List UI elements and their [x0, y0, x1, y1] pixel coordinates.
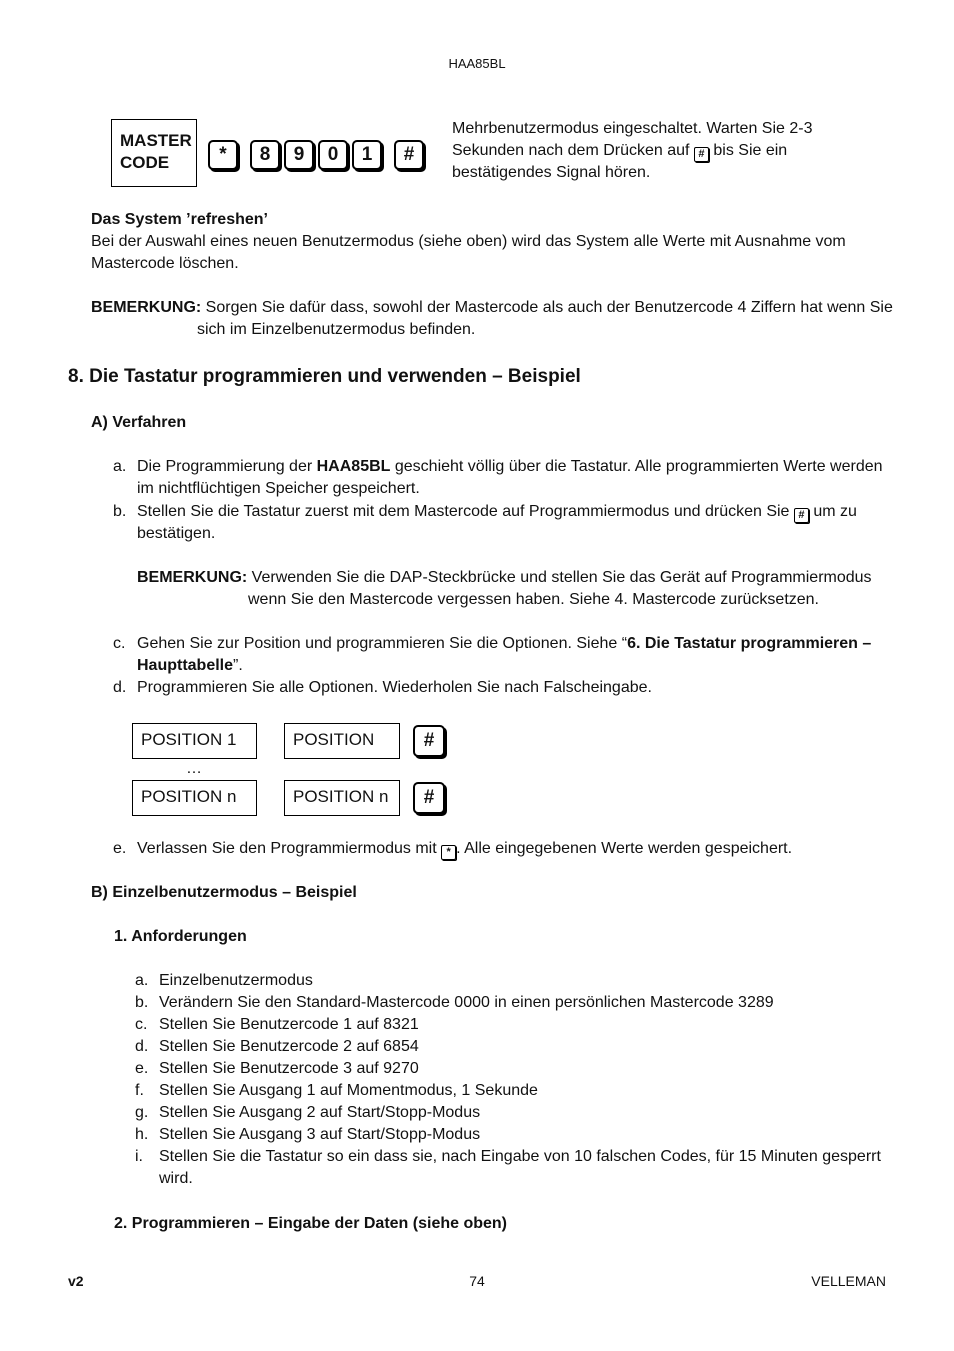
list-item-a: a. Die Programmierung der HAA85BL geschieht völlig über die Tastatur. Alle programmierten Werte werden im nichtflüchtigen Speicher gespeichert.	[113, 458, 883, 497]
note-1-line2: sich im Einzelbenutzermodus befinden.	[197, 321, 476, 338]
key-9-icon: 9	[284, 140, 314, 170]
note-2: BEMERKUNG: Verwenden Sie die DAP-Steckbrücke und stellen Sie das Gerät auf Programmiermodus	[137, 569, 872, 586]
note-1	[91, 297, 901, 319]
requirements-title: 1. Anforderungen	[114, 928, 247, 945]
star-key-icon: *	[441, 845, 456, 860]
footer-page-number: 74	[469, 1273, 485, 1289]
note-2-line2: wenn Sie den Mastercode vergessen haben. Siehe 4. Mastercode zurücksetzen.	[248, 591, 819, 608]
list-item-d: d. Programmieren Sie alle Optionen. Wiederholen Sie nach Falscheingabe.	[113, 679, 652, 696]
list-item-e: e. Verlassen Sie den Programmiermodus mit * . Alle eingegebenen Werte werden gespeichert.	[113, 840, 793, 858]
list-item: h. Stellen Sie Ausgang 3 auf Start/Stopp-Modus	[135, 1126, 481, 1143]
section-8-title: 8. Die Tastatur programmieren und verwenden – Beispiel	[68, 366, 581, 387]
list-item: i. Stellen Sie die Tastatur so ein dass sie, nach Eingabe von 10 falschen Codes, für 15 Minuten gesperrt wird.	[135, 1148, 881, 1187]
master-code-description: Mehrbenutzermodus eingeschaltet. Warten Sie 2-3 Sekunden nach dem Drücken auf # bis Sie ein bestätigendes Signal hören.	[452, 120, 813, 181]
refresh-title: Das System ’refreshen’	[91, 211, 268, 228]
list-item: g. Stellen Sie Ausgang 2 auf Start/Stopp-Modus	[135, 1104, 481, 1121]
key-hash-icon: #	[394, 140, 424, 170]
position-n-box: POSITION n	[132, 780, 257, 816]
list-item: e. Stellen Sie Benutzercode 3 auf 9270	[135, 1060, 419, 1077]
note-1-line1: Sorgen Sie dafür dass, sowohl der Mastercode als auch der Benutzercode 4 Ziffern hat wenn Sie	[205, 299, 893, 316]
key-star-icon: *	[208, 140, 238, 170]
programming-title: 2. Programmieren – Eingabe der Daten (siehe oben)	[114, 1215, 507, 1232]
list-item: a. Einzelbenutzermodus	[135, 972, 313, 989]
position-1-box: POSITION 1	[132, 723, 257, 759]
position-box: POSITION	[284, 723, 400, 759]
master-code-label-1: MASTER	[120, 131, 192, 150]
position-n-box-2: POSITION n	[284, 780, 400, 816]
requirements-list	[135, 970, 899, 1190]
hash-key-icon: #	[794, 508, 809, 523]
ellipsis: …	[186, 760, 202, 777]
master-code-label-2: CODE	[120, 153, 170, 172]
list-item: c. Stellen Sie Benutzercode 1 auf 8321	[135, 1016, 419, 1033]
hash-key-icon: #	[413, 782, 445, 814]
list-item: d. Stellen Sie Benutzercode 2 auf 6854	[135, 1038, 419, 1055]
part-a-title: A) Verfahren	[91, 414, 187, 431]
key-1-icon: 1	[352, 140, 382, 170]
hash-key-icon: #	[694, 147, 709, 162]
part-b-title: B) Einzelbenutzermodus – Beispiel	[91, 884, 357, 901]
key-8-icon: 8	[250, 140, 280, 170]
footer-version: v2	[68, 1273, 84, 1289]
page-header-model: HAA85BL	[448, 56, 506, 71]
list-item: b. Verändern Sie den Standard-Mastercode 0000 in einen persönlichen Mastercode 3289	[135, 994, 774, 1011]
footer-brand: VELLEMAN	[811, 1273, 886, 1289]
master-code-box	[111, 119, 197, 187]
hash-key-icon: #	[413, 725, 445, 757]
key-0-icon: 0	[318, 140, 348, 170]
note-2-label: BEMERKUNG:	[137, 569, 248, 586]
refresh-text: Bei der Auswahl eines neuen Benutzermodus (siehe oben) wird das System alle Werte mit Ausnahme vom Mastercode löschen.	[91, 233, 846, 272]
list-item-b: b. Stellen Sie die Tastatur zuerst mit dem Mastercode auf Programmiermodus und drücken Sie # um zu bestätigen.	[113, 503, 857, 542]
list-item-c: c. Gehen Sie zur Position und programmieren Sie die Optionen. Siehe “6. Die Tastatur programmieren – Haupttabelle”.	[113, 635, 872, 674]
list-item: f. Stellen Sie Ausgang 1 auf Momentmodus, 1 Sekunde	[135, 1082, 538, 1099]
note-1-label: BEMERKUNG:	[91, 299, 202, 316]
